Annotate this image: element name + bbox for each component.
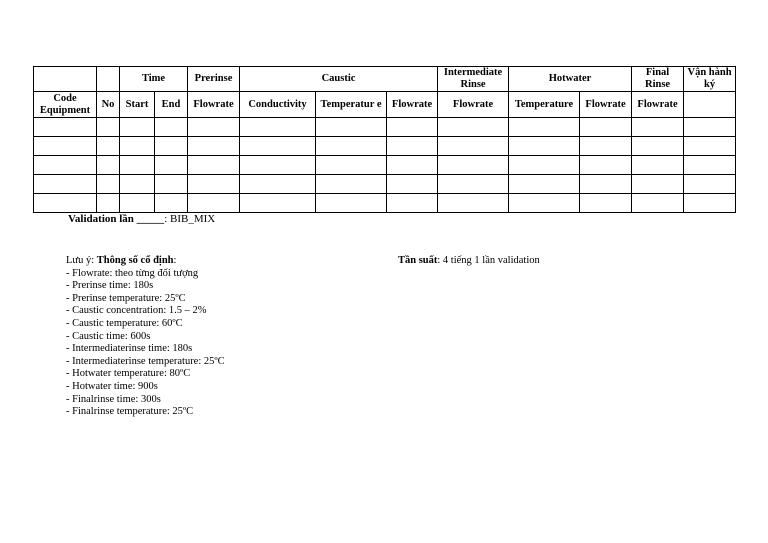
table-cell[interactable] — [97, 194, 120, 213]
header-caustic-temperature: Temperatur e — [316, 92, 387, 118]
table-cell[interactable] — [188, 137, 240, 156]
validation-table — [33, 66, 736, 213]
table-cell[interactable] — [97, 175, 120, 194]
table-cell[interactable] — [387, 194, 438, 213]
table-cell[interactable] — [438, 156, 509, 175]
validation-line — [68, 213, 215, 225]
validation-value: : BIB_MIX — [164, 213, 216, 225]
header-hotwater: Hotwater — [509, 67, 632, 92]
table-cell[interactable] — [438, 137, 509, 156]
table-cell[interactable] — [632, 175, 684, 194]
table-cell[interactable] — [120, 118, 155, 137]
frequency-label: Tần suất — [398, 255, 438, 266]
header-start: Start — [120, 92, 155, 118]
table-cell[interactable] — [387, 137, 438, 156]
table-cell[interactable] — [120, 194, 155, 213]
validation-label: Validation lần _____ — [68, 213, 165, 225]
table-cell[interactable] — [155, 137, 188, 156]
table-header-row-2 — [34, 92, 736, 118]
table-row — [34, 156, 736, 175]
table-cell[interactable] — [34, 137, 97, 156]
header-final-flowrate: Flowrate — [632, 92, 684, 118]
header-prerinse: Prerinse — [188, 67, 240, 92]
note-line: - Finalrinse time: 300s — [66, 393, 161, 405]
table-row — [34, 118, 736, 137]
table-cell[interactable] — [684, 175, 736, 194]
table-cell[interactable] — [684, 137, 736, 156]
table-cell[interactable] — [155, 194, 188, 213]
table-cell[interactable] — [240, 156, 316, 175]
table-cell[interactable] — [509, 118, 580, 137]
table-cell[interactable] — [632, 194, 684, 213]
table-row — [34, 137, 736, 156]
note-line: - Flowrate: theo từng đối tượng — [66, 267, 199, 279]
table-cell[interactable] — [155, 118, 188, 137]
table-cell[interactable] — [438, 194, 509, 213]
note-line: - Hotwater temperature: 80ºC — [66, 368, 191, 380]
header-intermediate-flowrate: Flowrate — [438, 92, 509, 118]
table-cell[interactable] — [120, 156, 155, 175]
header-hotwater-temperature: Temperature — [509, 92, 580, 118]
table-cell[interactable] — [240, 137, 316, 156]
fixed-parameters-notes — [66, 255, 225, 419]
frequency-line — [398, 255, 540, 266]
table-cell[interactable] — [580, 175, 632, 194]
table-cell[interactable] — [240, 194, 316, 213]
notes-title: Thông số cố định — [96, 255, 174, 266]
table-cell[interactable] — [97, 156, 120, 175]
header-hotwater-flowrate: Flowrate — [580, 92, 632, 118]
table-cell[interactable] — [684, 194, 736, 213]
table-cell[interactable] — [316, 137, 387, 156]
table-cell[interactable] — [155, 156, 188, 175]
header-end: End — [155, 92, 188, 118]
header-cell-blank — [684, 92, 736, 118]
table-cell[interactable] — [632, 137, 684, 156]
notes-colon: : — [173, 255, 177, 266]
table-cell[interactable] — [580, 137, 632, 156]
note-line: - Intermediaterinse time: 180s — [66, 343, 193, 355]
table-cell[interactable] — [240, 118, 316, 137]
note-line: - Intermediaterinse temperature: 25ºC — [66, 355, 225, 367]
header-cell-blank — [97, 67, 120, 92]
note-line: - Caustic temperature: 60ºC — [66, 317, 183, 329]
table-cell[interactable] — [34, 118, 97, 137]
table-cell[interactable] — [188, 156, 240, 175]
table-cell[interactable] — [240, 175, 316, 194]
header-intermediate-rinse: Intermediate Rinse — [438, 67, 509, 92]
table-cell[interactable] — [316, 118, 387, 137]
table-cell[interactable] — [580, 156, 632, 175]
note-line: - Prerinse temperature: 25ºC — [66, 292, 186, 304]
table-header-row-1 — [34, 67, 736, 92]
table-cell[interactable] — [387, 175, 438, 194]
table-cell[interactable] — [34, 194, 97, 213]
table-cell[interactable] — [387, 156, 438, 175]
note-line: - Prerinse time: 180s — [66, 280, 154, 292]
table-cell[interactable] — [509, 194, 580, 213]
notes-list — [66, 268, 225, 419]
table-cell[interactable] — [188, 175, 240, 194]
notes-heading — [66, 255, 225, 268]
table-cell[interactable] — [155, 175, 188, 194]
header-time: Time — [120, 67, 188, 92]
header-code-equipment: Code Equipment — [34, 92, 97, 118]
table-cell[interactable] — [188, 118, 240, 137]
note-line: - Caustic concentration: 1.5 – 2% — [66, 305, 207, 317]
table-cell[interactable] — [316, 156, 387, 175]
table-cell[interactable] — [120, 137, 155, 156]
table-cell[interactable] — [34, 156, 97, 175]
header-conductivity: Conductivity — [240, 92, 316, 118]
table-cell[interactable] — [188, 194, 240, 213]
table-cell[interactable] — [684, 118, 736, 137]
table-cell[interactable] — [580, 118, 632, 137]
frequency-value: : 4 tiếng 1 lần validation — [437, 255, 540, 266]
table-cell[interactable] — [509, 137, 580, 156]
header-caustic: Caustic — [240, 67, 438, 92]
table-cell[interactable] — [509, 175, 580, 194]
header-no: No — [97, 92, 120, 118]
table-cell[interactable] — [97, 118, 120, 137]
table-cell[interactable] — [438, 118, 509, 137]
note-line: - Caustic time: 600s — [66, 330, 151, 342]
table-cell[interactable] — [316, 175, 387, 194]
note-line: - Hotwater time: 900s — [66, 380, 158, 392]
note-line: - Finalrinse temperature: 25ºC — [66, 406, 194, 418]
table-cell[interactable] — [632, 118, 684, 137]
table-cell[interactable] — [34, 175, 97, 194]
table-cell[interactable] — [684, 156, 736, 175]
header-final-rinse: Final Rinse — [632, 67, 684, 92]
table-cell[interactable] — [120, 175, 155, 194]
header-cell-blank — [34, 67, 97, 92]
table-row — [34, 194, 736, 213]
header-operator-signature: Vận hành ký — [684, 67, 736, 92]
header-caustic-flowrate: Flowrate — [387, 92, 438, 118]
table-cell[interactable] — [316, 194, 387, 213]
header-prerinse-flowrate: Flowrate — [188, 92, 240, 118]
table-cell[interactable] — [580, 194, 632, 213]
table-cell[interactable] — [509, 156, 580, 175]
table-cell[interactable] — [97, 137, 120, 156]
notes-prefix: Lưu ý: — [66, 255, 97, 266]
table-body — [34, 118, 736, 213]
table-row — [34, 175, 736, 194]
table-cell[interactable] — [387, 118, 438, 137]
table-cell[interactable] — [438, 175, 509, 194]
table-cell[interactable] — [632, 156, 684, 175]
